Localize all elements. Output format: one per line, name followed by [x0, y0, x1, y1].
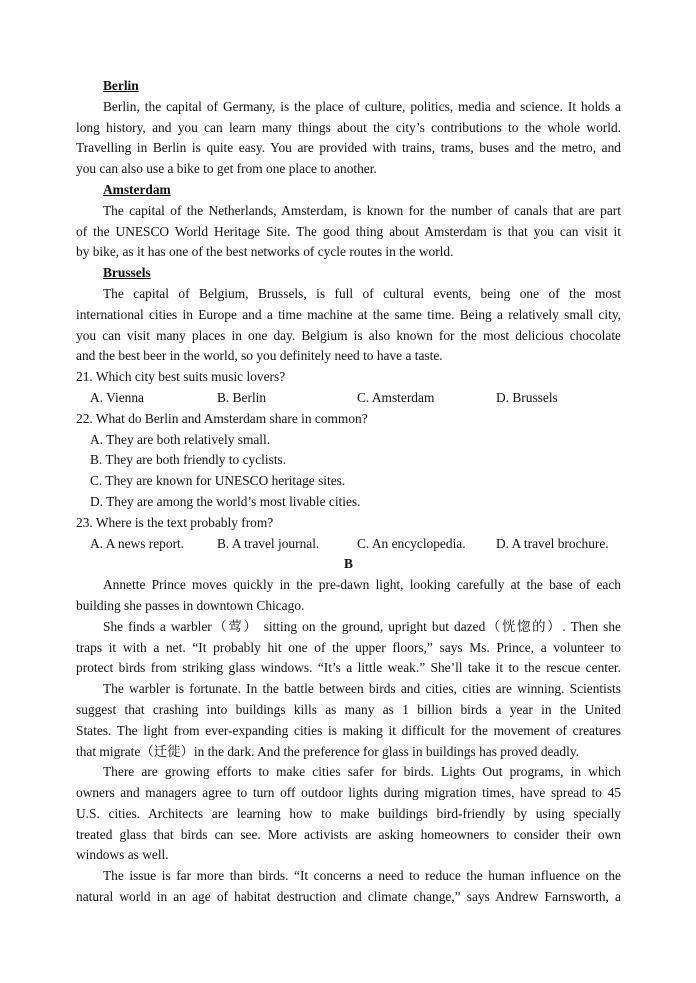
- option-a: A. A news report.: [90, 535, 185, 551]
- question-23: 23. Where is the text probably from?: [76, 514, 274, 530]
- section-heading-brussels: Brussels: [103, 265, 151, 281]
- paragraph-line: you can also use a bike to get from one place to another.: [76, 161, 377, 177]
- option-c: C. An encyclopedia.: [357, 535, 466, 551]
- paragraph-line: natural world in an age of habitat destruction and climate change,” says Andrew Farnsworth, a: [76, 889, 621, 905]
- paragraph-line: treated glass that birds can see. More activists are asking homeowners to consider their own: [76, 826, 621, 842]
- paragraph-line: windows as well.: [76, 847, 169, 863]
- paragraph-line: Annette Prince moves quickly in the pre-dawn light, looking carefully at the base of each: [103, 577, 621, 593]
- section-heading-berlin: Berlin: [103, 78, 139, 93]
- paragraph-line: and the best beer in the world, so you definitely need to have a taste.: [76, 348, 443, 364]
- option-b: B. They are both friendly to cyclists.: [90, 452, 287, 468]
- paragraph-line: owners and managers agree to turn off outdoor lights during migration times, have spread to 45: [76, 785, 621, 801]
- option-d: D. They are among the world’s most livable cities.: [90, 493, 361, 509]
- question-23-options: [76, 534, 621, 555]
- paragraph-line: that migrate（迁徙）in the dark. And the preference for glass in buildings has proved deadly.: [76, 743, 580, 759]
- paragraph-line: U.S. cities. Architects are learning how to make buildings bird-friendly by using specially: [76, 805, 621, 821]
- paragraph-line: Travelling in Berlin is quite easy. You are provided with trains, trams, buses and the metro, and: [76, 140, 621, 156]
- paragraph-line: you can visit many places in one day. Belgium is also known for the most delicious chocolate: [76, 327, 621, 343]
- option-c: C. Amsterdam: [357, 389, 435, 405]
- paragraph-line: building she passes in downtown Chicago.: [76, 597, 305, 613]
- paragraph-line: The capital of Belgium, Brussels, is full of cultural events, being one of the most: [103, 285, 621, 301]
- question-22: 22. What do Berlin and Amsterdam share in common?: [76, 410, 368, 426]
- paragraph-line: The warbler is fortunate. In the battle between birds and cities, cities are winning. Scientists: [103, 681, 621, 697]
- paragraph-line: The issue is far more than birds. “It concerns a need to reduce the human influence on the: [103, 868, 621, 884]
- article-content: [76, 76, 621, 908]
- paragraph-line: States. The light from ever-expanding cities is making it difficult for the movement of creatures: [76, 722, 621, 738]
- question-21-options: [76, 388, 621, 409]
- option-c: C. They are known for UNESCO heritage sites.: [90, 473, 346, 489]
- paragraph-line: international cities in Europe and a time machine at the same time. Being a relatively small city,: [76, 306, 621, 322]
- option-d: D. Brussels: [496, 389, 558, 405]
- paragraph-line: There are growing efforts to make cities safer for birds. Lights Out programs, in which: [103, 764, 621, 780]
- option-a: A. They are both relatively small.: [90, 431, 271, 447]
- paragraph-line: traps it with a net. “It probably hit one of the upper floors,” says Ms. Prince, a volunteer to: [76, 639, 621, 655]
- paragraph-line: of the UNESCO World Heritage Site. The good thing about Amsterdam is that you can visit it: [76, 223, 621, 239]
- option-b: B. Berlin: [217, 389, 267, 405]
- section-heading-amsterdam: Amsterdam: [103, 181, 171, 197]
- question-21: 21. Which city best suits music lovers?: [76, 369, 286, 385]
- paragraph-line: She finds a warbler（莺） sitting on the ground, upright but dazed（恍惚的）. Then she: [103, 618, 621, 634]
- section-label-b: B: [344, 556, 353, 572]
- option-a: A. Vienna: [90, 389, 144, 405]
- paragraph-line: by bike, as it has one of the best networks of cycle routes in the world.: [76, 244, 454, 260]
- paragraph-line: suggest that crashing into buildings kills as many as 1 billion birds a year in the United: [76, 701, 621, 717]
- paragraph-line: long history, and you can learn many things about the city’s contributions to the whole world.: [76, 119, 621, 135]
- paragraph-line: Berlin, the capital of Germany, is the place of culture, politics, media and science. It holds a: [103, 98, 621, 114]
- option-d: D. A travel brochure.: [496, 535, 609, 551]
- paragraph-line: protect birds from striking glass windows. “It’s a little weak.” She’ll take it to the rescue center.: [76, 660, 621, 676]
- option-b: B. A travel journal.: [217, 535, 320, 551]
- paragraph-line: The capital of the Netherlands, Amsterdam, is known for the number of canals that are part: [103, 202, 621, 218]
